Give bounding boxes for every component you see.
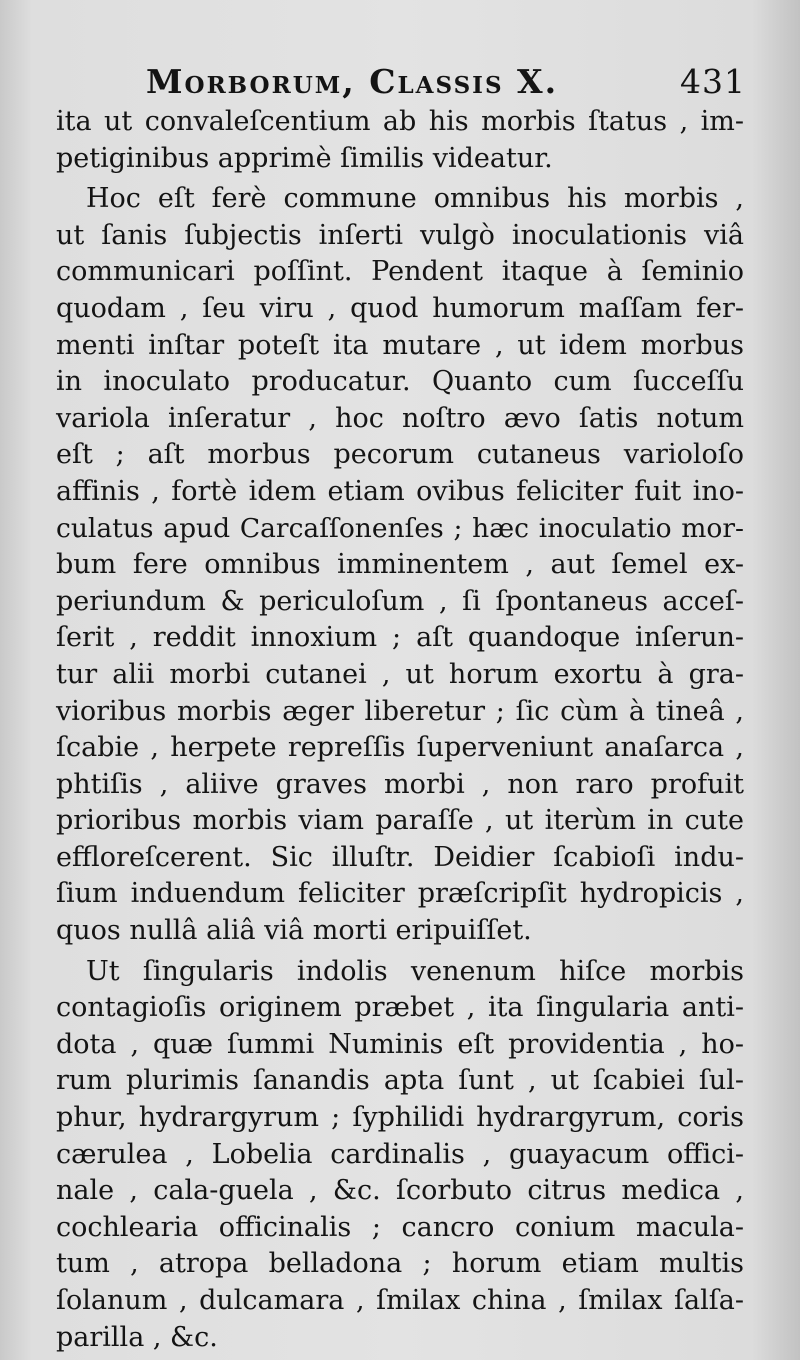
text-line: communicari poſſint. Pendent itaque à ſeminio <box>56 256 744 288</box>
text-line: effloreſcerent. Sic illuſtr. Deidier ſcabioſi indu- <box>56 841 744 873</box>
text-line: petiginibus apprimè ſimilis videatur. <box>56 142 553 174</box>
text-line: cochlearia officinalis ; cancro conium macula- <box>56 1211 744 1243</box>
body-text <box>56 104 744 1356</box>
text-line: tur alii morbi cutanei , ut horum exortu à gra- <box>56 658 744 690</box>
text-line: contagioſis originem præbet , ita ſingularia anti- <box>56 992 744 1024</box>
text-line: prioribus morbis viam paraſſe , ut iterùm in cute <box>56 805 744 837</box>
text-line: affinis , fortè idem etiam ovibus feliciter fuit ino- <box>56 475 744 507</box>
running-header <box>146 62 746 106</box>
paragraph <box>56 181 744 949</box>
text-line: parilla , &c. <box>56 1321 218 1353</box>
text-line: quos nullâ aliâ viâ morti eripuiſſet. <box>56 915 532 947</box>
text-line: eſt ; aſt morbus pecorum cutaneus varioloſo <box>56 439 744 471</box>
text-line: Hoc eſt ferè commune omnibus his morbis , <box>86 183 744 215</box>
page-number: 431 <box>680 62 746 101</box>
text-line: ut ſanis ſubjectis inſerti vulgò inoculationis viâ <box>56 219 744 251</box>
text-line: rum plurimis ſanandis apta ſunt , ut ſcabiei ſul- <box>56 1065 744 1097</box>
text-line: in inoculato producatur. Quanto cum ſucceſſu <box>56 366 744 398</box>
text-line: culatus apud Carcaſſonenſes ; hæc inoculatio mor- <box>56 512 744 544</box>
text-line: phur, hydrargyrum ; ſyphilidi hydrargyrum, coris <box>56 1102 744 1134</box>
text-line: variola inſeratur , hoc noſtro ævo ſatis notum <box>56 402 744 434</box>
text-line: Ut ſingularis indolis venenum hiſce morbis <box>86 955 744 987</box>
text-line: ſerit , reddit innoxium ; aſt quandoque inſerun- <box>56 622 744 654</box>
text-line: menti inſtar poteſt ita mutare , ut idem morbus <box>56 329 744 361</box>
text-line: nale , cala-guela , &c. ſcorbuto citrus medica , <box>56 1175 744 1207</box>
text-line: ſcabie , herpete repreſſis ſuperveniunt anaſarca , <box>56 732 744 764</box>
text-line: bum fere omnibus imminentem , aut ſemel ex- <box>56 549 744 581</box>
running-title: Morborum, Classis X. <box>146 62 559 101</box>
text-line: vioribus morbis æger liberetur ; ſic cùm à tineâ , <box>56 695 744 727</box>
text-line: ſium induendum feliciter præſcripſit hydropicis , <box>56 878 744 910</box>
text-line: phtiſis , aliive graves morbi , non raro profuit <box>56 768 744 800</box>
paragraph <box>56 954 744 1357</box>
text-line: quodam , ſeu viru , quod humorum maſſam fer- <box>56 292 744 324</box>
text-line: tum , atropa belladona ; horum etiam multis <box>56 1248 744 1280</box>
text-line: dota , quæ ſummi Numinis eſt providentia , ho- <box>56 1028 744 1060</box>
text-line: ita ut convaleſcentium ab his morbis ſtatus , im- <box>56 106 744 137</box>
text-line: cærulea , Lobelia cardinalis , guayacum offici- <box>56 1138 744 1170</box>
text-line: periundum & periculoſum , ſi ſpontaneus acceſ- <box>56 585 744 617</box>
paragraph <box>56 104 744 177</box>
text-line: ſolanum , dulcamara , ſmilax china , ſmilax ſalſa- <box>56 1285 744 1316</box>
